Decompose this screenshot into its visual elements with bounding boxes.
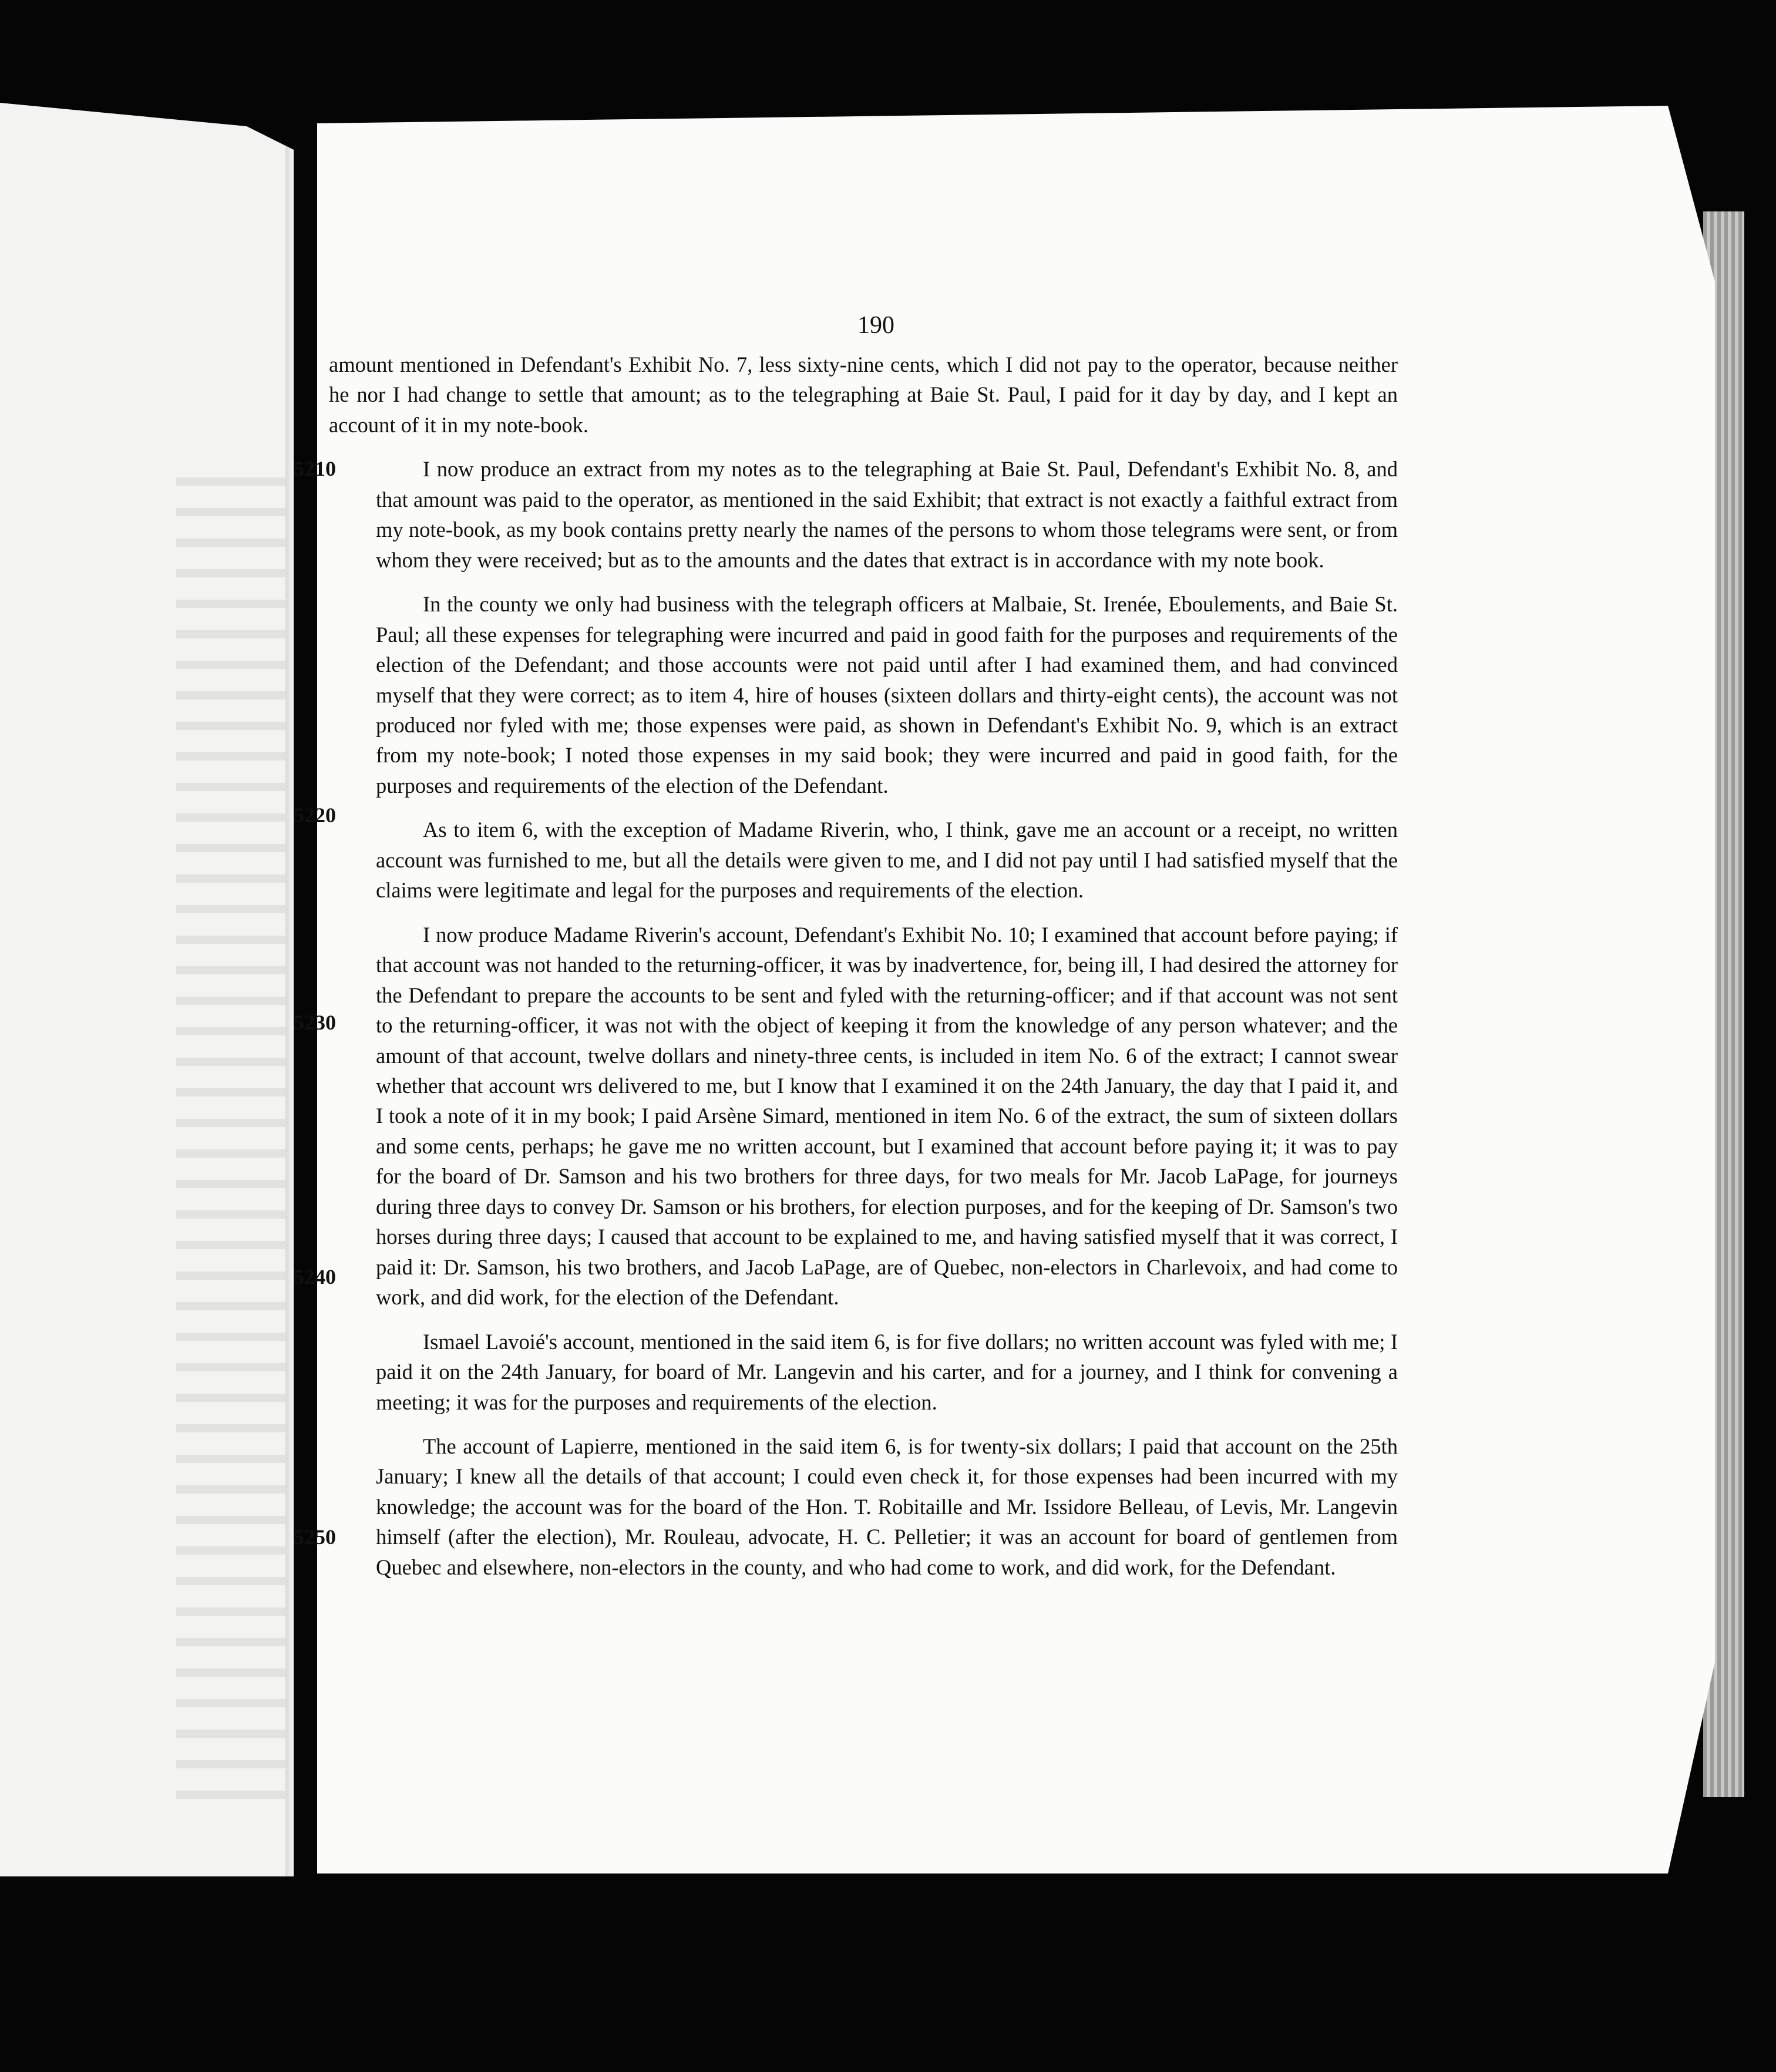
left-page-text-bleed [176,455,288,1806]
paragraph-text: Ismael Lavoié's account, mentioned in the said item 6, is for five dollars; no written account was fyled with me; I paid it on the 24th January, for board of Mr. Langevin and his carter, and for a journey, and I think for convening a meeting; it was for the purposes and requirements of the election. [376,1329,1398,1414]
line-number: 5220 [294,803,336,828]
line-number: 5240 [294,1264,336,1289]
book-spine [285,103,294,1876]
left-facing-page [0,103,294,1876]
page-gutter [294,117,317,1838]
paragraph-4 [329,815,1398,905]
page-number: 190 [857,312,894,339]
paragraph-text: The account of Lapierre, mentioned in the said item 6, is for twenty-six dollars; I paid that account on the 25th January; I knew all the details of that account; I could even check it, for those expenses had been incurred with my knowledge; the account was for the board of the Hon. T. Robitaille and Mr. Issidore Belleau, of Levis, Mr. Langevin himself (after the election), Mr. Rouleau, advocate, H. C. Pelletier; it was an account for board of gentlemen from Quebec and elsewhere, non-electors in the county, and who had come to work, and did work, for the Defendant. [376,1434,1398,1579]
line-number: 5210 [294,457,336,481]
line-number: 5230 [294,1010,336,1034]
paragraph-text: I now produce an extract from my notes as to the telegraphing at Baie St. Paul, Defendant's Exhibit No. 8, and that amount was paid to the operator, as mentioned in the said Exhibit; that extract is not exactly a faithful extract from my note-book, as my book contains pretty nearly the names of the persons to whom those telegrams were sent, or from whom they were received; but as to the amounts and the dates that extract is in accordance with my note book. [376,457,1398,572]
line-number: 5250 [294,1525,336,1549]
paragraph-6 [294,1264,1398,1417]
paragraph-7 [294,1431,1398,1582]
paragraph-text: amount mentioned in Defendant's Exhibit No. 7, less sixty-nine cents, which I did not pay to the operator, because neither he nor I had change to settle that amount; as to the telegraphing at Baie St. Paul, I paid for it day by day, and I kept an account of it in my note-book. [329,352,1398,437]
paragraph-text: I now produce Madame Riverin's account, Defendant's Exhibit No. 10; I examined that account before paying; if that account was not handed to the returning-officer, it was by inadvertence, for, being ill, I had desired the attorney for the Defendant to prepare the accounts to be sent and fyled with the returning-officer; and if that account was not sent to the returning-officer, it was not with the object of keeping it from the knowledge of any person whatever; and the amount of that account, twelve dollars and ninety-three cents, is included in item No. 6 of the extract; I cannot swear whether that account wrs delivered to me, but I know that I examined it on the 24th January, the day that I paid it, and I took a note of it in my book; I paid Arsène Simard, mentioned in item No. 6 of the extract, the sum of sixteen dollars and some cents, perhaps; he gave me no written account, but I examined that account before paying it; it was to pay for the board of Dr. Samson and his two brothers for three days, for two meals for Mr. Jacob LaPage, for journeys during three days to convey Dr. Samson or his brothers, for election purposes, and for the keeping of Dr. Samson's two horses during three days; I caused that account to be explained to me, and having satisfied myself that it was correct, I paid it: Dr. Samson, his two brothers, and Jacob LaPage, are of Quebec, non-electors in Charlevoix, and had come to work, and did work, for the election of the Defendant. [376,922,1398,1310]
paragraph-text: As to item 6, with the exception of Madame Riverin, who, I think, gave me an account or a receipt, no written account was furnished to me, but all the details were given to me, and I did not pay until I had satisfied myself that the claims were legitimate and legal for the purposes and requirements of the election. [376,818,1398,903]
paragraph-text: In the county we only had business with the telegraph officers at Malbaie, St. Irenée, Eboulements, and Baie St. Paul; all these expenses for telegraphing were incurred and paid in good faith for the purposes and requirements of the election of the Defendant; and those accounts were not paid until after I had examined them, and had convinced myself that they were correct; as to item 4, hire of houses (sixteen dollars and thirty-eight cents), the account was not produced nor fyled with me; those expenses were paid, as shown in Defendant's Exhibit No. 9, which is an extract from my note-book; I noted those expenses in my said book; they were incurred and paid in good faith, for the purposes and requirements of the election of the Defendant. [376,592,1398,798]
paragraph-1 [329,349,1398,440]
paragraph-2 [294,454,1398,575]
page-body [294,349,1398,1596]
paragraph-3 [294,589,1398,828]
